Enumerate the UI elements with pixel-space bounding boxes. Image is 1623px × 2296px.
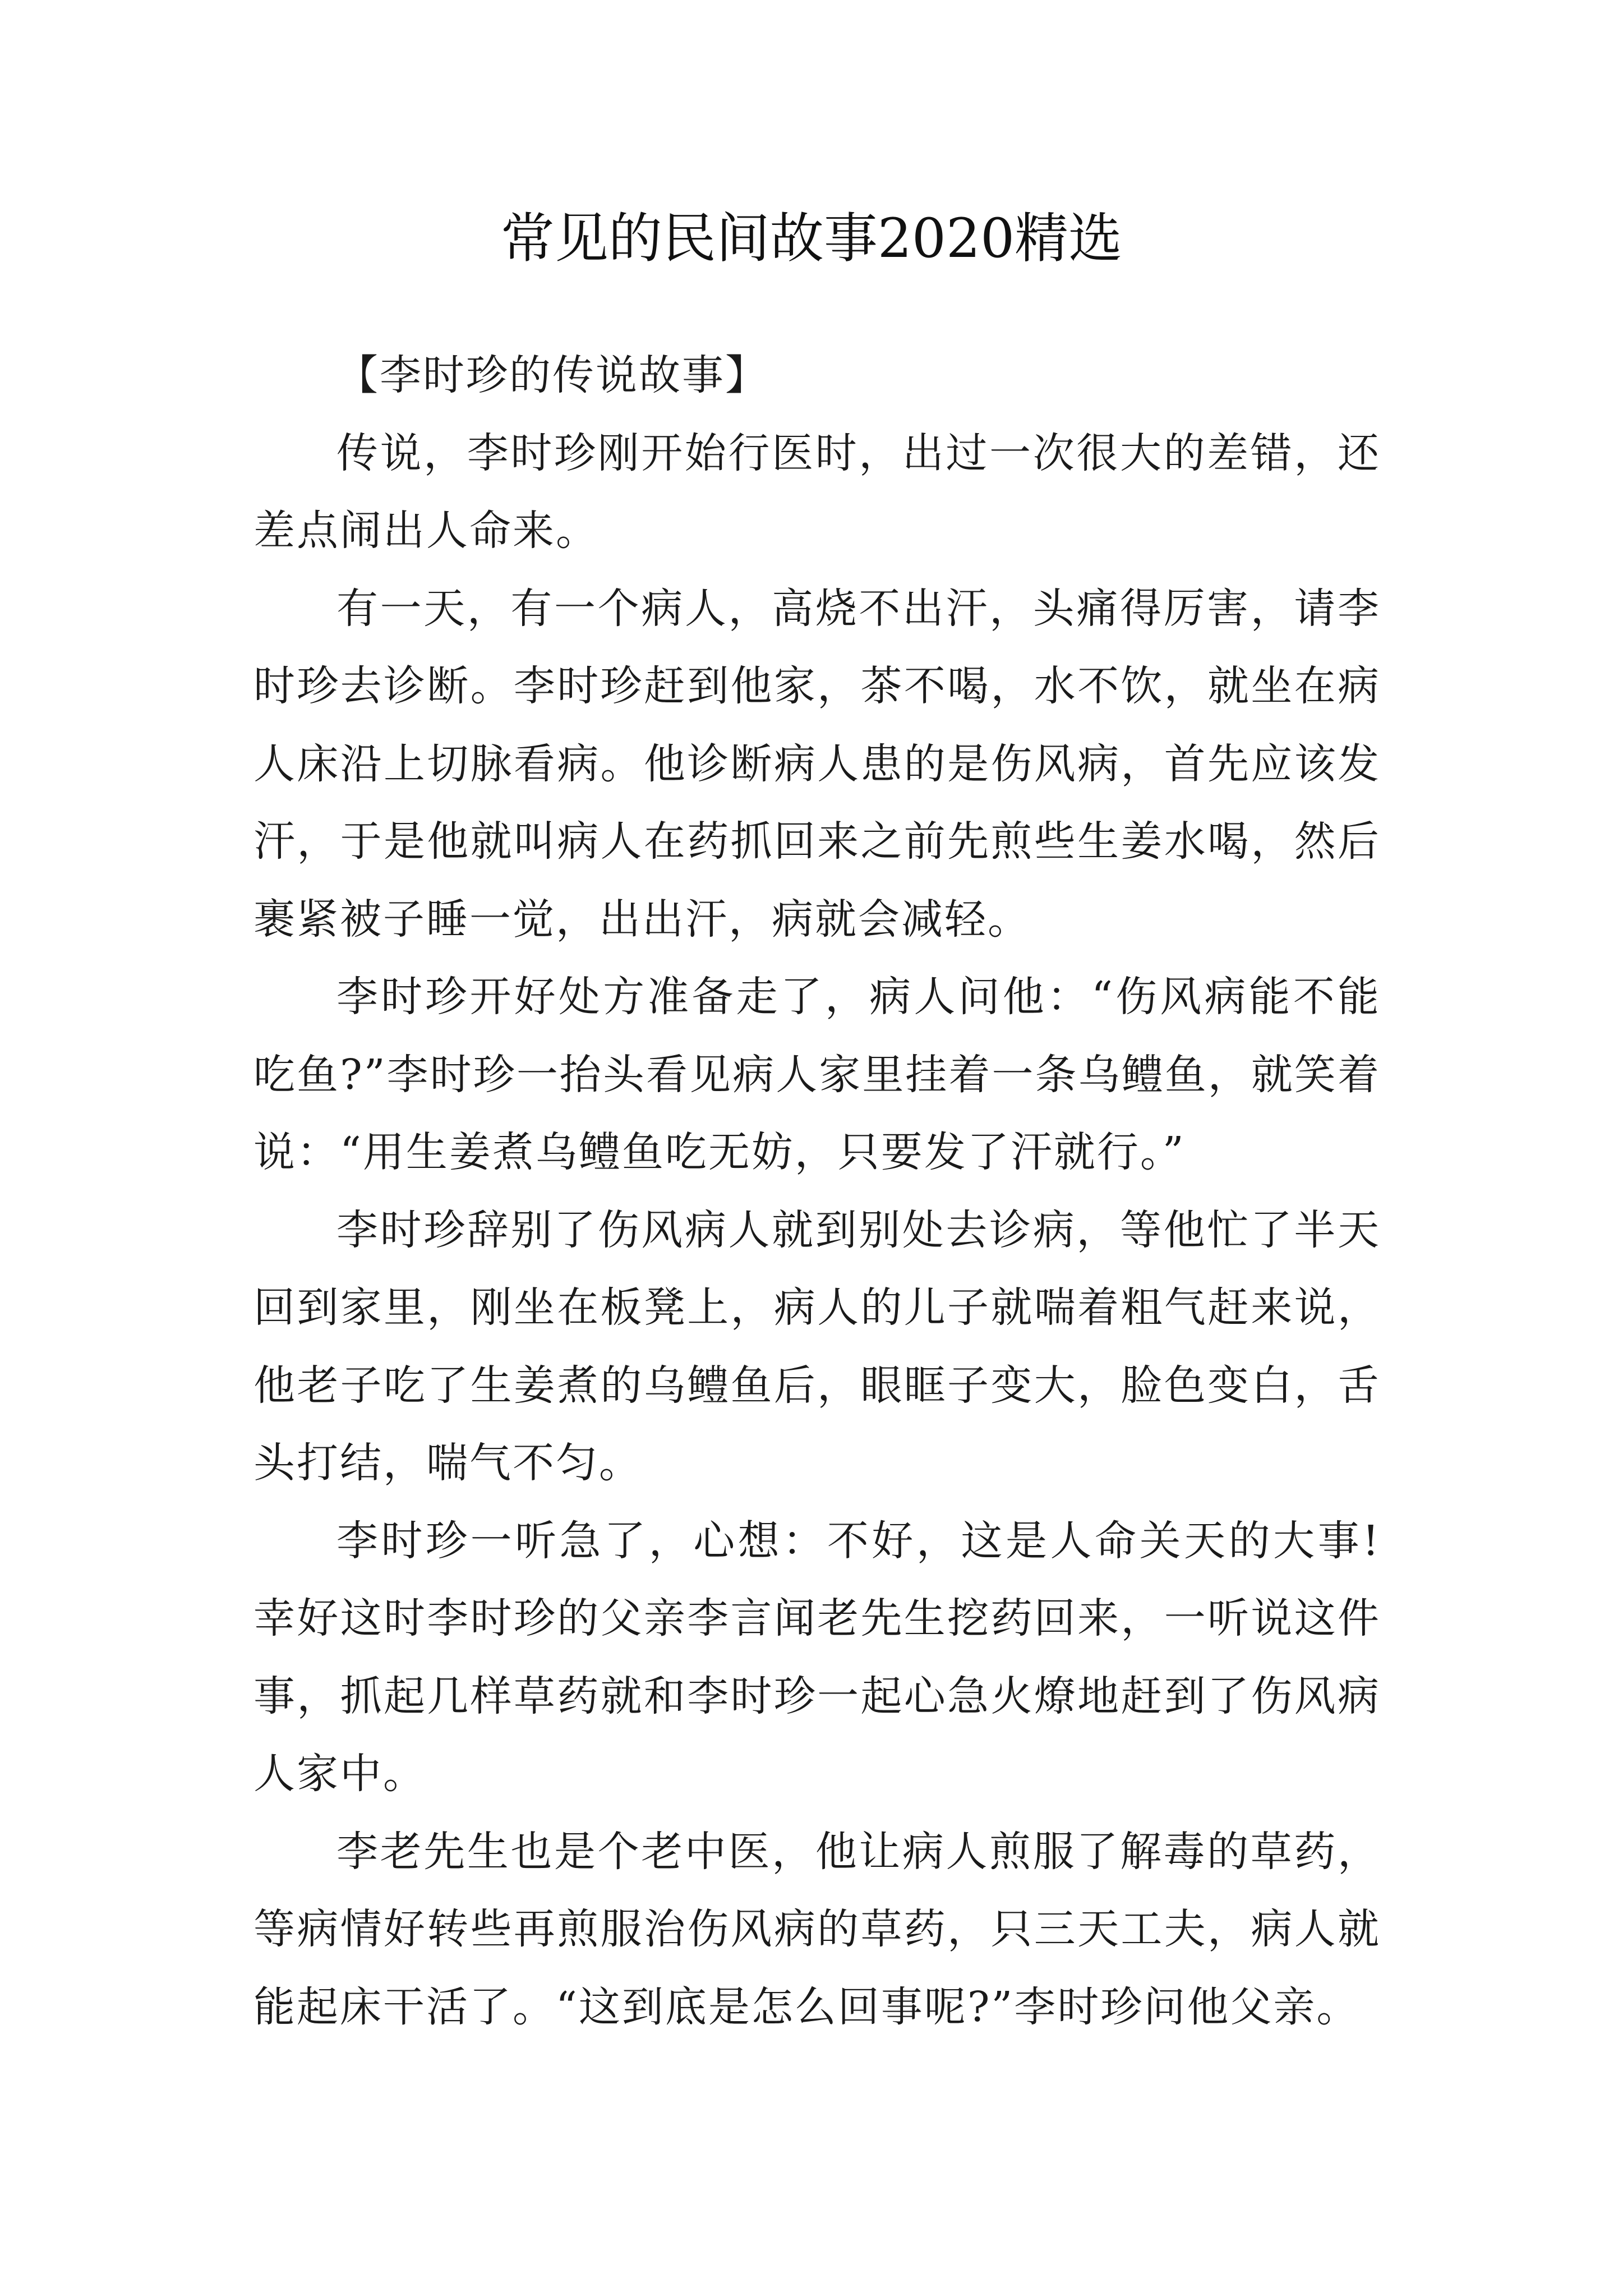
document-title: 常见的民间故事2020精选 (500, 207, 1123, 270)
paragraph-1: 传说，李时珍刚开始行医时，出过一次很大的差错，还差点闹出人命来。 (253, 429, 1381, 555)
paragraph-5: 李时珍一听急了，心想：不好，这是人命关天的大事!幸好这时李时珍的父亲李言闻老先生挖药回来，一听说这件事，抓起几样草药就和李时珍一起心急火燎地赶到了伤风病人家中。 (253, 1516, 1381, 1798)
paragraph-3: 李时珍开好处方准备走了，病人问他：“伤风病能不能吃鱼?”李时珍一抬头看见病人家里挂着一条乌鳢鱼，就笑着说：“用生姜煮乌鳢鱼吃无妨，只要发了汗就行。” (253, 973, 1381, 1176)
paragraph-6: 李老先生也是个老中医，他让病人煎服了解毒的草药，等病情好转些再煎服治伤风病的草药，只三天工夫，病人就能起床干活了。“这到底是怎么回事呢?”李时珍问他父亲。 (253, 1827, 1381, 2031)
section-heading: 【李时珍的传说故事】 (336, 351, 768, 399)
document-body (253, 337, 1381, 2046)
paragraph-2: 有一天，有一个病人，高烧不出汗，头痛得厉害，请李时珍去诊断。李时珍赶到他家，茶不喝，水不饮，就坐在病人床沿上切脉看病。他诊断病人患的是伤风病，首先应该发汗，于是他就叫病人在药抓回来之前先煎些生姜水喝，然后裹紧被子睡一觉，出出汗，病就会减轻。 (253, 584, 1381, 944)
paragraph-4: 李时珍辞别了伤风病人就到别处去诊病，等他忙了半天回到家里，刚坐在板凳上，病人的儿子就喘着粗气赶来说，他老子吃了生姜煮的乌鳢鱼后，眼眶子变大，脸色变白，舌头打结，喘气不匀。 (253, 1205, 1381, 1487)
